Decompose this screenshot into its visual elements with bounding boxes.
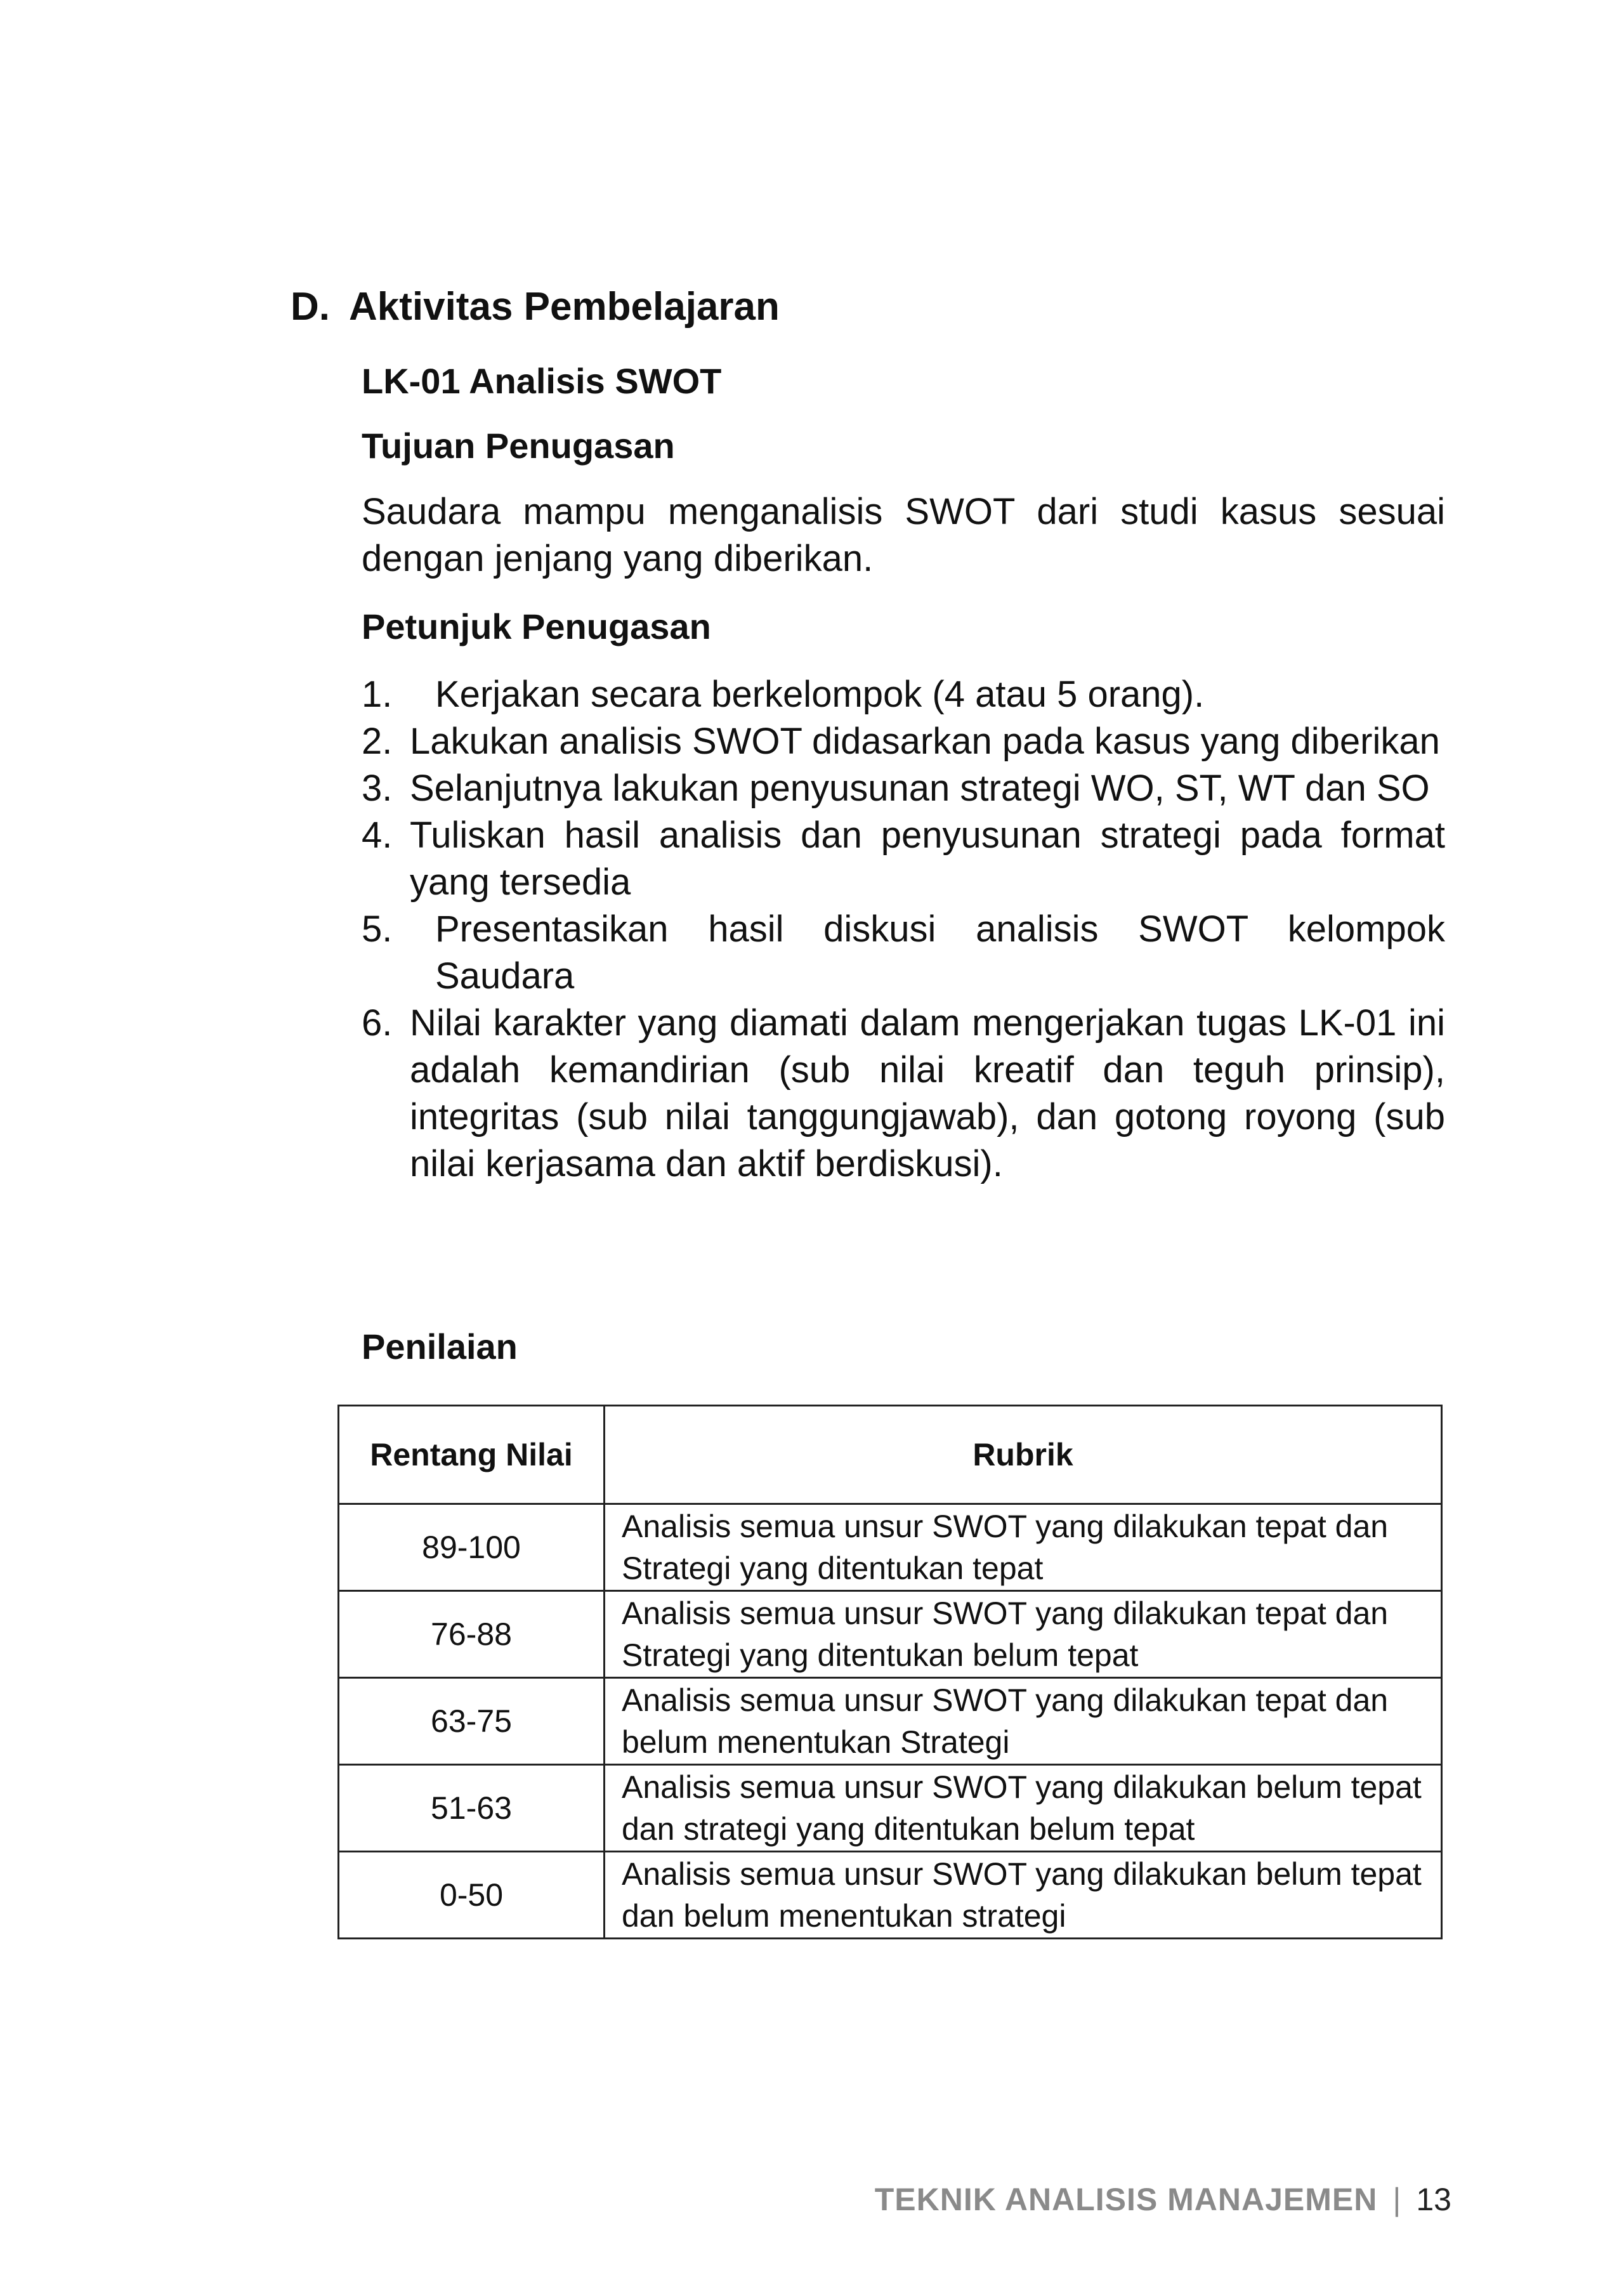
column-header-range: Rentang Nilai — [339, 1406, 605, 1504]
page-footer — [831, 2181, 1451, 2218]
instructions-heading: Petunjuk Penugasan — [362, 606, 711, 646]
rubric-table — [337, 1405, 1443, 1939]
range-cell: 0-50 — [339, 1852, 605, 1939]
table-row — [339, 1591, 1442, 1678]
list-item-text: Selanjutnya lakukan penyusunan strategi WO, ST, WT dan SO — [410, 768, 1430, 809]
rubric-cell: Analisis semua unsur SWOT yang dilakukan belum tepat dan strategi yang ditentukan belum tepat — [605, 1765, 1442, 1852]
range-cell: 51-63 — [339, 1765, 605, 1852]
list-item — [362, 906, 1445, 1000]
assessment-heading: Penilaian — [362, 1327, 518, 1367]
list-item — [362, 671, 1445, 718]
table-row — [339, 1852, 1442, 1939]
section-heading — [291, 284, 780, 329]
table-header-row — [339, 1406, 1442, 1504]
footer-title: TEKNIK ANALISIS MANAJEMEN — [874, 2182, 1378, 2217]
rubric-cell: Analisis semua unsur SWOT yang dilakukan tepat dan Strategi yang ditentukan belum tepat — [605, 1591, 1442, 1678]
rubric-cell: Analisis semua unsur SWOT yang dilakukan belum tepat dan belum menentukan strategi — [605, 1852, 1442, 1939]
range-cell: 89-100 — [339, 1504, 605, 1591]
range-cell: 63-75 — [339, 1678, 605, 1765]
list-item-number: 1. — [362, 674, 393, 715]
list-item — [362, 812, 1445, 906]
list-item-number: 4. — [362, 815, 393, 856]
rubric-cell: Analisis semua unsur SWOT yang dilakukan tepat dan Strategi yang ditentukan tepat — [605, 1504, 1442, 1591]
section-title: Aktivitas Pembelajaran — [349, 285, 780, 329]
list-item-number: 3. — [362, 768, 393, 809]
list-item-text: Presentasikan hasil diskusi analisis SWOT kelompok Saudara — [435, 908, 1445, 997]
list-item-number: 5. — [362, 908, 393, 950]
list-item-text: Nilai karakter yang diamati dalam mengerjakan tugas LK-01 ini adalah kemandirian (sub nilai kreatif dan teguh prinsip), integritas (sub nilai tanggungjawab), dan gotong royong (sub nilai kerjasama dan aktif berdiskusi). — [410, 1002, 1445, 1184]
column-header-rubric: Rubrik — [605, 1406, 1442, 1504]
list-item — [362, 718, 1445, 765]
list-item-number: 6. — [362, 1002, 393, 1044]
list-item — [362, 1000, 1445, 1188]
objective-text: Saudara mampu menganalisis SWOT dari studi kasus sesuai dengan jenjang yang diberikan. — [362, 491, 1445, 579]
objective-heading: Tujuan Penugasan — [362, 426, 675, 466]
range-cell: 76-88 — [339, 1591, 605, 1678]
section-letter: D. — [291, 285, 330, 329]
list-item-text: Kerjakan secara berkelompok (4 atau 5 orang). — [435, 674, 1205, 715]
instructions-list — [362, 671, 1445, 1188]
table-row — [339, 1504, 1442, 1591]
table-row — [339, 1765, 1442, 1852]
rubric-cell: Analisis semua unsur SWOT yang dilakukan tepat dan belum menentukan Strategi — [605, 1678, 1442, 1765]
table-row — [339, 1678, 1442, 1765]
list-item — [362, 765, 1445, 812]
footer-separator: | — [1392, 2182, 1401, 2217]
activity-title: LK-01 Analisis SWOT — [362, 361, 722, 401]
list-item-text: Tuliskan hasil analisis dan penyusunan strategi pada format yang tersedia — [410, 815, 1445, 903]
list-item-text: Lakukan analisis SWOT didasarkan pada kasus yang diberikan — [410, 721, 1440, 762]
page-number: 13 — [1416, 2182, 1451, 2217]
list-item-number: 2. — [362, 721, 393, 762]
